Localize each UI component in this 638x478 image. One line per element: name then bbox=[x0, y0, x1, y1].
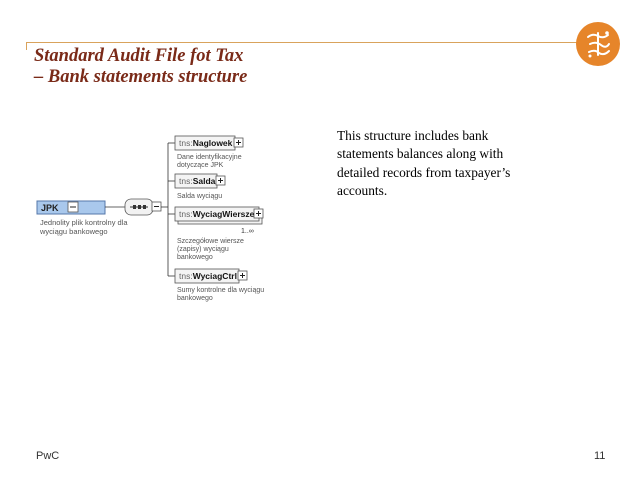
child-desc-line: Sumy kontrolne dla wyciągu bbox=[177, 287, 265, 294]
child-name: Salda bbox=[192, 176, 216, 186]
child-node-label bbox=[179, 138, 233, 148]
child-name: WyciagWiersze bbox=[192, 209, 255, 219]
child-prefix: tns: bbox=[179, 176, 193, 186]
child-name: WyciagCtrl bbox=[192, 271, 237, 281]
child-name: Naglowek bbox=[192, 138, 233, 148]
root-node bbox=[37, 201, 105, 214]
child-desc-line: dotyczące JPK bbox=[177, 162, 224, 169]
root-desc-line-1: Jednolity plik kontrolny dla bbox=[40, 218, 128, 227]
child-desc-line: bankowego bbox=[177, 295, 213, 302]
child-node-naglowek bbox=[175, 136, 243, 150]
page-number: 11 bbox=[594, 450, 606, 462]
child-prefix: tns: bbox=[179, 271, 193, 281]
slide-description: This structure includes bank statements balances along with detailed records from taxpayer’s accounts. bbox=[337, 128, 511, 198]
child-prefix: tns: bbox=[179, 138, 193, 148]
child-node-label bbox=[179, 271, 237, 281]
child-prefix: tns: bbox=[179, 209, 193, 219]
child-desc-line: Dane identyfikacyjne bbox=[177, 154, 242, 161]
footer-brand: PwC bbox=[36, 450, 60, 462]
child-node-label bbox=[179, 209, 255, 219]
child-node-label bbox=[179, 176, 216, 186]
sequence-compositor bbox=[125, 199, 161, 215]
slide-title-line-1: Standard Audit File fot Tax bbox=[34, 46, 244, 66]
child-node-salda bbox=[175, 174, 225, 188]
root-label: JPK bbox=[41, 203, 59, 213]
child-node-wyciagctrl bbox=[175, 269, 247, 283]
child-desc-line: bankowego bbox=[177, 254, 213, 261]
slide-title-line-2: – Bank statements structure bbox=[34, 67, 248, 87]
multiplicity-label: 1..∞ bbox=[241, 228, 254, 235]
child-desc-line: Szczegółowe wiersze bbox=[177, 238, 244, 245]
child-desc-line: Salda wyciągu bbox=[177, 193, 223, 200]
child-node-wyciagwiersze bbox=[175, 207, 263, 235]
child-desc-line: (zapisy) wyciągu bbox=[177, 246, 229, 253]
root-desc-line-2: wyciągu bankowego bbox=[40, 227, 108, 236]
